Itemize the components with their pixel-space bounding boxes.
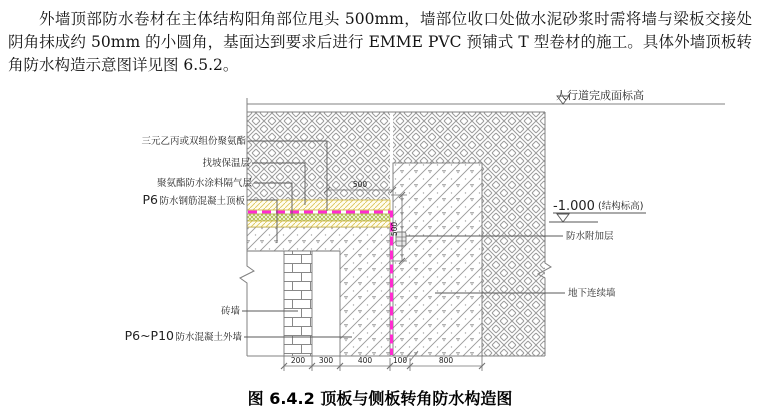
label-vapor-barrier: 聚氨酯防水涂料隔气层	[156, 178, 252, 189]
structure-level-symbol	[549, 213, 646, 222]
label-added-waterproof-layer: 防水附加层	[566, 231, 614, 242]
label-brick-wall: 砖墙	[220, 306, 240, 317]
body-paragraph: 外墙顶部防水卷材在主体结构阳角部位甩头 500mm，墙部位收口处做水泥砂浆时需将墙与梁板交接处阴角抹成约 50mm 的小圆角，基面达到要求后进行 EMME PVC 预铺式 T 型卷材的施工。具体外墙顶板转角防水构造示意图详见图 6.5.2。	[8, 10, 752, 74]
label-pavement-level: 人行道完成面标高	[556, 89, 644, 102]
insulation-layer-band	[247, 200, 390, 210]
figure-area	[0, 88, 760, 384]
label-slab-grade: P6	[142, 192, 158, 207]
label-exterior-wall-grade: P6~P10	[124, 328, 174, 343]
label-diaphragm-wall: 地下连续墙	[568, 288, 616, 299]
diaphragm-wall-section	[393, 163, 482, 356]
dim-400: 400	[357, 356, 373, 365]
label-exterior-wall: 防水混凝土外墙	[175, 332, 242, 343]
leveling-layer-band	[247, 221, 390, 227]
label-structure-elevation: -1.000	[553, 199, 595, 214]
dim-300: 300	[318, 356, 334, 365]
dim-wall-500: 500	[390, 221, 399, 237]
vapor-barrier-band	[247, 214, 390, 221]
dim-800: 800	[438, 356, 454, 365]
right-labels	[549, 88, 646, 299]
construction-detail-diagram	[0, 88, 760, 384]
label-insulation: 找坡保温层	[202, 158, 250, 169]
dim-top-500: 500	[352, 180, 368, 189]
dim-100: 100	[392, 356, 408, 365]
label-slab: 防水钢筋混凝土顶板	[159, 196, 245, 207]
left-labels	[125, 135, 253, 343]
label-structure-elevation-note: (结构标高)	[598, 201, 644, 212]
figure-caption: 图 6.4.2 顶板与侧板转角防水构造图	[247, 389, 513, 408]
dim-200: 200	[290, 356, 306, 365]
brick-wall-section	[284, 251, 312, 356]
label-membrane: 三元乙丙或双组份聚氨酯	[141, 136, 246, 147]
